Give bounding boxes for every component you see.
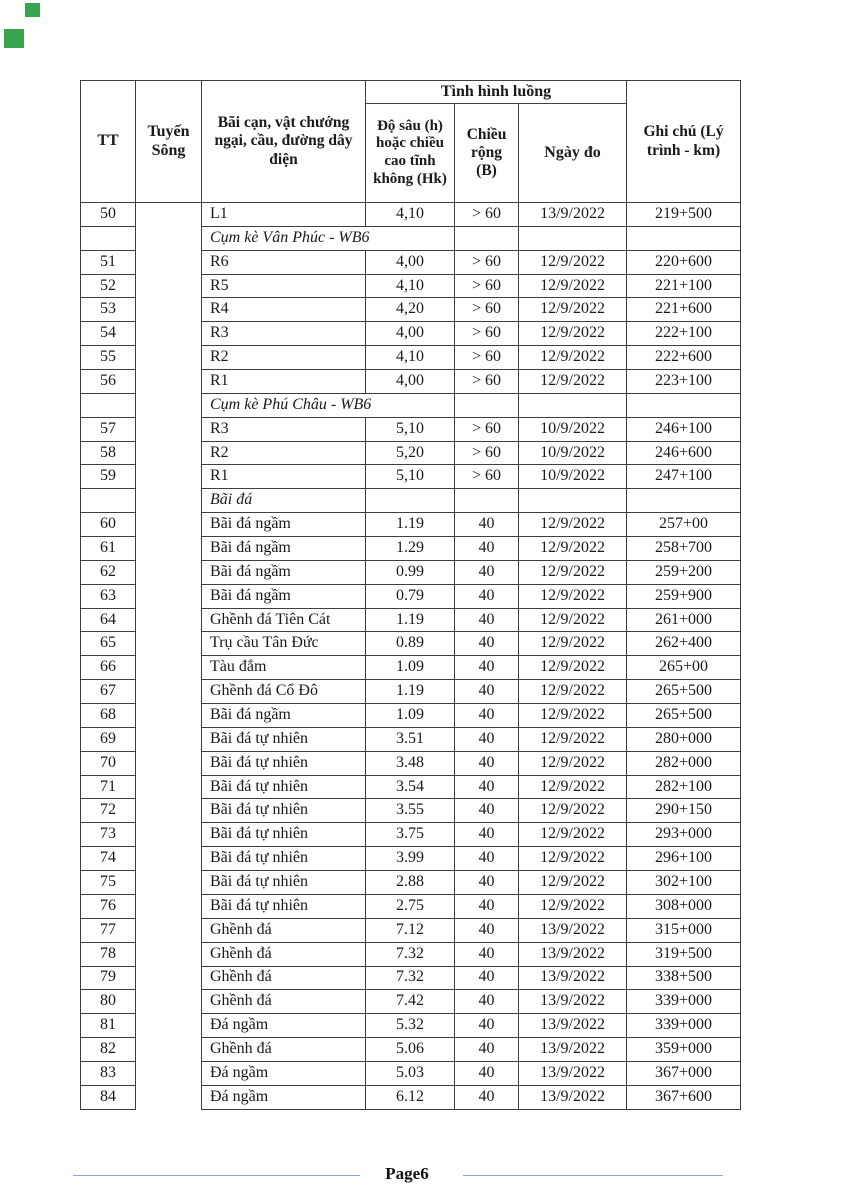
cell-width [455, 393, 519, 417]
cell-note: 308+000 [627, 894, 741, 918]
cell-depth: 0.99 [366, 560, 455, 584]
cell-tt: 52 [81, 274, 136, 298]
cell-width: > 60 [455, 203, 519, 227]
cell-width: 40 [455, 537, 519, 561]
cell-obstacle: R1 [202, 370, 366, 394]
cell-note: 220+600 [627, 250, 741, 274]
cell-note: 259+200 [627, 560, 741, 584]
cell-obstacle: R1 [202, 465, 366, 489]
cell-note: 257+00 [627, 513, 741, 537]
decor-green-square-top [25, 3, 40, 17]
cell-width: > 60 [455, 465, 519, 489]
table-row [81, 203, 741, 227]
cell-note: 222+100 [627, 322, 741, 346]
cell-date: 10/9/2022 [519, 465, 627, 489]
cell-obstacle: Bãi đá ngầm [202, 704, 366, 728]
col-header-channel-condition: Tình hình luồng [366, 81, 627, 104]
col-header-note: Ghi chú (Lý trình - km) [627, 81, 741, 203]
cell-depth: 3.99 [366, 847, 455, 871]
cell-depth: 3.55 [366, 799, 455, 823]
cell-note: 359+000 [627, 1038, 741, 1062]
cell-obstacle: R4 [202, 298, 366, 322]
header-row-top [81, 81, 741, 104]
cell-depth: 5,10 [366, 417, 455, 441]
cell-depth: 4,00 [366, 250, 455, 274]
cell-obstacle: Ghềnh đá [202, 942, 366, 966]
cell-date [519, 226, 627, 250]
cell-date: 13/9/2022 [519, 1061, 627, 1085]
cell-date: 12/9/2022 [519, 656, 627, 680]
cell-note: 265+00 [627, 656, 741, 680]
cell-date: 12/9/2022 [519, 346, 627, 370]
cell-width: 40 [455, 918, 519, 942]
cell-date: 12/9/2022 [519, 537, 627, 561]
cell-date: 12/9/2022 [519, 513, 627, 537]
cell-date: 13/9/2022 [519, 966, 627, 990]
page-number: Page6 [385, 1164, 429, 1183]
cell-tt: 72 [81, 799, 136, 823]
cell-width: 40 [455, 727, 519, 751]
cell-obstacle: Bãi đá tự nhiên [202, 775, 366, 799]
cell-obstacle: Ghềnh đá Tiên Cát [202, 608, 366, 632]
cell-date: 12/9/2022 [519, 775, 627, 799]
cell-tt: 77 [81, 918, 136, 942]
col-header-tuyen-song: Tuyến Sông [136, 81, 202, 203]
cell-depth: 4,10 [366, 274, 455, 298]
cell-note: 221+100 [627, 274, 741, 298]
cell-depth: 1.29 [366, 537, 455, 561]
cell-date: 12/9/2022 [519, 584, 627, 608]
cell-obstacle: Đá ngầm [202, 1061, 366, 1085]
cell-tt: 65 [81, 632, 136, 656]
cell-depth: 1.19 [366, 513, 455, 537]
cell-width: 40 [455, 990, 519, 1014]
cell-note [627, 226, 741, 250]
cell-width: > 60 [455, 322, 519, 346]
cell-obstacle: Ghềnh đá [202, 966, 366, 990]
cell-date: 12/9/2022 [519, 274, 627, 298]
cell-tt: 74 [81, 847, 136, 871]
cell-date: 13/9/2022 [519, 1085, 627, 1109]
cell-note: 221+600 [627, 298, 741, 322]
section-label: Cụm kè Phú Châu - WB6 [202, 393, 455, 417]
col-header-depth: Độ sâu (h) hoặc chiều cao tĩnh không (Hk) [366, 104, 455, 203]
cell-tt: 54 [81, 322, 136, 346]
cell-obstacle: Trụ cầu Tân Đức [202, 632, 366, 656]
cell-date: 12/9/2022 [519, 298, 627, 322]
cell-width: 40 [455, 1014, 519, 1038]
cell-obstacle: Đá ngầm [202, 1014, 366, 1038]
cell-date: 10/9/2022 [519, 417, 627, 441]
cell-obstacle: R3 [202, 417, 366, 441]
cell-tt: 50 [81, 203, 136, 227]
cell-obstacle: Bãi đá ngầm [202, 513, 366, 537]
cell-obstacle: Ghềnh đá [202, 918, 366, 942]
cell-date: 12/9/2022 [519, 799, 627, 823]
cell-width: 40 [455, 799, 519, 823]
cell-depth: 5.32 [366, 1014, 455, 1038]
cell-date: 12/9/2022 [519, 680, 627, 704]
cell-obstacle: R3 [202, 322, 366, 346]
cell-width: 40 [455, 1061, 519, 1085]
cell-note: 290+150 [627, 799, 741, 823]
cell-date [519, 489, 627, 513]
cell-note: 258+700 [627, 537, 741, 561]
cell-width: 40 [455, 1085, 519, 1109]
cell-date: 12/9/2022 [519, 847, 627, 871]
cell-width: 40 [455, 823, 519, 847]
cell-tt: 83 [81, 1061, 136, 1085]
cell-tt: 63 [81, 584, 136, 608]
cell-note: 296+100 [627, 847, 741, 871]
cell-depth: 4,00 [366, 370, 455, 394]
cell-obstacle: R5 [202, 274, 366, 298]
cell-depth: 1.19 [366, 680, 455, 704]
cell-tt: 71 [81, 775, 136, 799]
cell-width: > 60 [455, 441, 519, 465]
cell-tt: 68 [81, 704, 136, 728]
cell-tuyen-song [136, 203, 202, 1110]
cell-tt: 82 [81, 1038, 136, 1062]
cell-depth: 3.48 [366, 751, 455, 775]
cell-date: 12/9/2022 [519, 823, 627, 847]
cell-note: 223+100 [627, 370, 741, 394]
cell-note: 282+000 [627, 751, 741, 775]
cell-tt: 61 [81, 537, 136, 561]
cell-date: 12/9/2022 [519, 727, 627, 751]
cell-obstacle: Bãi đá tự nhiên [202, 799, 366, 823]
cell-obstacle: R2 [202, 346, 366, 370]
cell-obstacle: Ghềnh đá [202, 990, 366, 1014]
cell-note: 319+500 [627, 942, 741, 966]
cell-date: 12/9/2022 [519, 894, 627, 918]
cell-depth: 5,20 [366, 441, 455, 465]
cell-width: 40 [455, 632, 519, 656]
cell-depth: 5.06 [366, 1038, 455, 1062]
cell-date: 13/9/2022 [519, 990, 627, 1014]
cell-tt: 51 [81, 250, 136, 274]
cell-tt: 66 [81, 656, 136, 680]
cell-width: 40 [455, 680, 519, 704]
cell-date: 12/9/2022 [519, 632, 627, 656]
cell-depth: 4,20 [366, 298, 455, 322]
cell-date [519, 393, 627, 417]
cell-obstacle: R6 [202, 250, 366, 274]
cell-date: 12/9/2022 [519, 608, 627, 632]
cell-width: 40 [455, 584, 519, 608]
cell-width: 40 [455, 894, 519, 918]
cell-tt: 80 [81, 990, 136, 1014]
cell-tt [81, 489, 136, 513]
col-header-obstacle: Bãi cạn, vật chướng ngại, cầu, đường dây điện [202, 81, 366, 203]
cell-tt: 59 [81, 465, 136, 489]
cell-obstacle: Đá ngầm [202, 1085, 366, 1109]
cell-width: 40 [455, 704, 519, 728]
cell-tt: 78 [81, 942, 136, 966]
cell-tt: 75 [81, 871, 136, 895]
cell-note: 219+500 [627, 203, 741, 227]
cell-obstacle: Bãi đá tự nhiên [202, 823, 366, 847]
cell-depth [366, 489, 455, 513]
cell-tt: 81 [81, 1014, 136, 1038]
cell-date: 12/9/2022 [519, 250, 627, 274]
cell-depth: 4,00 [366, 322, 455, 346]
cell-date: 13/9/2022 [519, 203, 627, 227]
cell-obstacle: R2 [202, 441, 366, 465]
cell-tt: 76 [81, 894, 136, 918]
cell-obstacle: Bãi đá ngầm [202, 560, 366, 584]
cell-width: 40 [455, 847, 519, 871]
cell-note: 315+000 [627, 918, 741, 942]
cell-note: 261+000 [627, 608, 741, 632]
cell-note [627, 393, 741, 417]
cell-obstacle: Bãi đá tự nhiên [202, 847, 366, 871]
cell-note: 302+100 [627, 871, 741, 895]
cell-depth: 2.75 [366, 894, 455, 918]
cell-date: 12/9/2022 [519, 560, 627, 584]
cell-width: 40 [455, 1038, 519, 1062]
cell-depth: 4,10 [366, 203, 455, 227]
cell-note: 280+000 [627, 727, 741, 751]
cell-note [627, 489, 741, 513]
cell-depth: 5,10 [366, 465, 455, 489]
cell-date: 13/9/2022 [519, 1014, 627, 1038]
cell-note: 262+400 [627, 632, 741, 656]
cell-tt: 58 [81, 441, 136, 465]
cell-depth: 1.19 [366, 608, 455, 632]
cell-width [455, 226, 519, 250]
cell-width: 40 [455, 966, 519, 990]
cell-width: > 60 [455, 274, 519, 298]
cell-note: 246+100 [627, 417, 741, 441]
cell-width: 40 [455, 608, 519, 632]
col-header-date: Ngày đo [519, 104, 627, 203]
cell-width: > 60 [455, 370, 519, 394]
cell-depth: 7.32 [366, 966, 455, 990]
cell-width: 40 [455, 871, 519, 895]
channel-survey-table [80, 80, 741, 1110]
cell-tt: 57 [81, 417, 136, 441]
footer-rule-right [463, 1175, 723, 1176]
cell-note: 367+600 [627, 1085, 741, 1109]
cell-width: 40 [455, 751, 519, 775]
cell-tt: 79 [81, 966, 136, 990]
cell-obstacle: Ghềnh đá [202, 1038, 366, 1062]
cell-width [455, 489, 519, 513]
cell-note: 367+000 [627, 1061, 741, 1085]
cell-depth: 3.51 [366, 727, 455, 751]
col-header-width: Chiều rộng (B) [455, 104, 519, 203]
cell-note: 339+000 [627, 990, 741, 1014]
cell-date: 12/9/2022 [519, 751, 627, 775]
cell-width: > 60 [455, 346, 519, 370]
cell-tt: 64 [81, 608, 136, 632]
cell-depth: 6.12 [366, 1085, 455, 1109]
cell-tt: 67 [81, 680, 136, 704]
cell-depth: 0.89 [366, 632, 455, 656]
cell-obstacle: Bãi đá tự nhiên [202, 751, 366, 775]
cell-width: > 60 [455, 417, 519, 441]
cell-obstacle: L1 [202, 203, 366, 227]
cell-obstacle: Bãi đá tự nhiên [202, 894, 366, 918]
cell-tt: 62 [81, 560, 136, 584]
footer-rule-left [73, 1175, 360, 1176]
cell-tt: 70 [81, 751, 136, 775]
cell-tt: 60 [81, 513, 136, 537]
cell-date: 10/9/2022 [519, 441, 627, 465]
cell-tt: 55 [81, 346, 136, 370]
cell-width: > 60 [455, 250, 519, 274]
cell-depth: 0.79 [366, 584, 455, 608]
cell-note: 293+000 [627, 823, 741, 847]
cell-note: 265+500 [627, 680, 741, 704]
cell-date: 12/9/2022 [519, 871, 627, 895]
cell-note: 338+500 [627, 966, 741, 990]
cell-depth: 2.88 [366, 871, 455, 895]
cell-depth: 4,10 [366, 346, 455, 370]
cell-depth: 7.32 [366, 942, 455, 966]
col-header-tt: TT [81, 81, 136, 203]
cell-depth: 7.12 [366, 918, 455, 942]
cell-obstacle: Bãi đá ngầm [202, 537, 366, 561]
cell-note: 259+900 [627, 584, 741, 608]
cell-depth: 1.09 [366, 656, 455, 680]
cell-tt [81, 393, 136, 417]
cell-depth: 5.03 [366, 1061, 455, 1085]
cell-date: 12/9/2022 [519, 322, 627, 346]
cell-date: 12/9/2022 [519, 370, 627, 394]
cell-note: 339+000 [627, 1014, 741, 1038]
section-label: Cụm kè Vân Phúc - WB6 [202, 226, 455, 250]
cell-tt: 56 [81, 370, 136, 394]
cell-date: 13/9/2022 [519, 942, 627, 966]
cell-date: 12/9/2022 [519, 704, 627, 728]
cell-date: 13/9/2022 [519, 918, 627, 942]
cell-tt: 73 [81, 823, 136, 847]
cell-obstacle: Bãi đá tự nhiên [202, 871, 366, 895]
cell-obstacle: Bãi đá ngầm [202, 584, 366, 608]
cell-note: 247+100 [627, 465, 741, 489]
cell-depth: 3.54 [366, 775, 455, 799]
cell-obstacle: Tàu đắm [202, 656, 366, 680]
cell-width: 40 [455, 513, 519, 537]
cell-tt: 53 [81, 298, 136, 322]
cell-width: 40 [455, 775, 519, 799]
cell-tt: 69 [81, 727, 136, 751]
cell-tt: 84 [81, 1085, 136, 1109]
cell-date: 13/9/2022 [519, 1038, 627, 1062]
cell-width: 40 [455, 656, 519, 680]
cell-note: 265+500 [627, 704, 741, 728]
decor-green-square-bottom [4, 29, 24, 48]
cell-width: 40 [455, 560, 519, 584]
cell-width: 40 [455, 942, 519, 966]
section-label: Bãi đá [202, 489, 366, 513]
cell-tt [81, 226, 136, 250]
cell-note: 282+100 [627, 775, 741, 799]
cell-depth: 1.09 [366, 704, 455, 728]
cell-width: > 60 [455, 298, 519, 322]
cell-note: 222+600 [627, 346, 741, 370]
cell-obstacle: Bãi đá tự nhiên [202, 727, 366, 751]
cell-note: 246+600 [627, 441, 741, 465]
cell-obstacle: Ghềnh đá Cổ Đô [202, 680, 366, 704]
cell-depth: 3.75 [366, 823, 455, 847]
cell-depth: 7.42 [366, 990, 455, 1014]
